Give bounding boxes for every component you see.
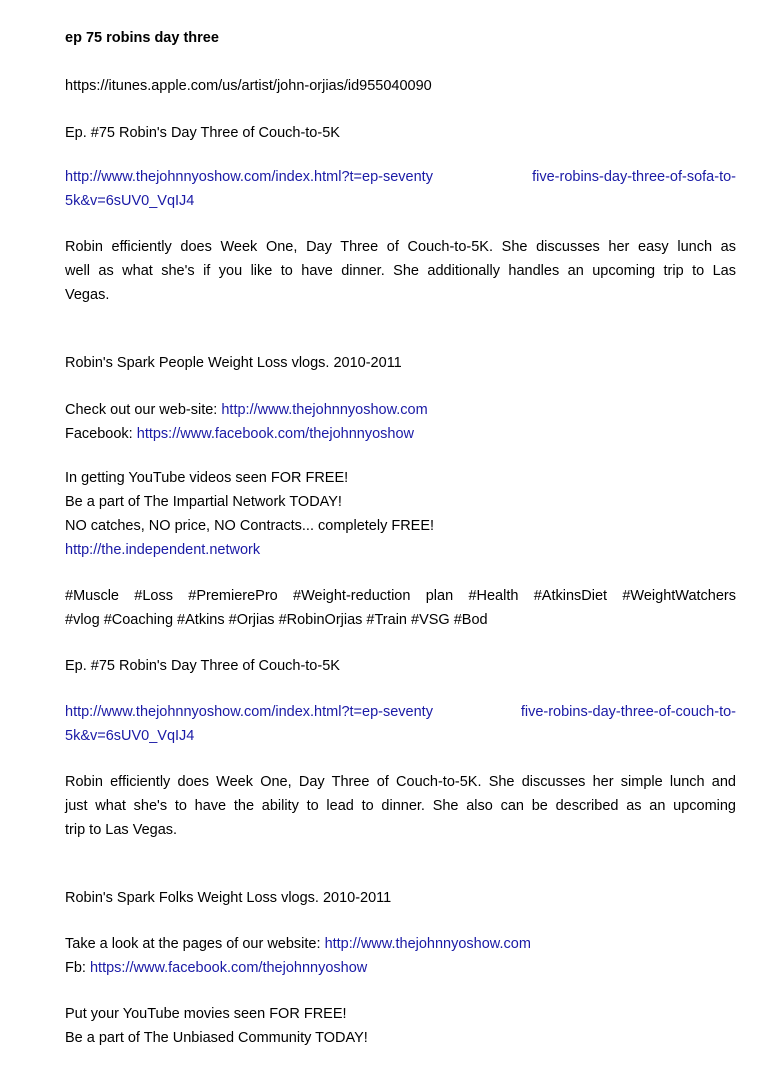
episode-link-line[interactable]: 5k&v=6sUV0_VqIJ4 bbox=[65, 193, 195, 209]
facebook-label: Facebook: bbox=[65, 426, 137, 442]
hashtags-line: #vlog #Coaching #Atkins #Orjias #RobinOrjias #Train #VSG #Bod bbox=[65, 612, 488, 628]
facebook-label: Fb: bbox=[65, 960, 90, 976]
hashtags-line: #Muscle #Loss #PremierePro #Weight-reduction plan #Health #AtkinsDiet #WeightWatchers bbox=[65, 588, 736, 604]
website-label: Take a look at the pages of our website: bbox=[65, 936, 325, 952]
episode-description-line: trip to Las Vegas. bbox=[65, 822, 178, 838]
promo-line: In getting YouTube videos seen FOR FREE! bbox=[65, 470, 349, 486]
network-link[interactable]: http://the.independent.network bbox=[65, 542, 261, 558]
episode-description-line: Vegas. bbox=[65, 287, 110, 303]
spark-vlogs-text: Robin's Spark Folks Weight Loss vlogs. 2010-2011 bbox=[65, 890, 392, 906]
episode-link-line[interactable]: http://www.thejohnnyoshow.com/index.html?t=ep-seventy five-robins-day-three-of-couch-to- bbox=[65, 704, 736, 720]
facebook-link[interactable]: https://www.facebook.com/thejohnnyoshow bbox=[136, 426, 415, 442]
episode-description-line: just what she's to have the ability to lead to dinner. She also can be described as an upcoming bbox=[65, 798, 736, 814]
promo-line: NO catches, NO price, NO Contracts... completely FREE! bbox=[65, 518, 435, 534]
website-link[interactable]: http://www.thejohnnyoshow.com bbox=[324, 936, 531, 952]
episode-description-line: Robin efficiently does Week One, Day Three of Couch-to-5K. She discusses her easy lunch as bbox=[65, 239, 736, 255]
episode-heading: Ep. #75 Robin's Day Three of Couch-to-5K bbox=[65, 125, 340, 141]
episode-description-line: well as what she's if you like to have dinner. She additionally handles an upcoming trip to Las bbox=[65, 263, 736, 279]
episode-description-line: Robin efficiently does Week One, Day Three of Couch-to-5K. She discusses her simple lunch and bbox=[65, 774, 736, 790]
website-label: Check out our web-site: bbox=[65, 402, 222, 418]
itunes-url-text: https://itunes.apple.com/us/artist/john-orjias/id955040090 bbox=[65, 78, 432, 94]
facebook-link[interactable]: https://www.facebook.com/thejohnnyoshow bbox=[89, 960, 368, 976]
episode-heading: Ep. #75 Robin's Day Three of Couch-to-5K bbox=[65, 658, 340, 674]
facebook-line bbox=[65, 422, 414, 446]
website-line bbox=[65, 932, 531, 956]
document-title: ep 75 robins day three bbox=[65, 30, 219, 46]
facebook-line bbox=[65, 956, 367, 980]
promo-line: Be a part of The Unbiased Community TODAY! bbox=[65, 1030, 368, 1046]
episode-link-line[interactable]: 5k&v=6sUV0_VqIJ4 bbox=[65, 728, 195, 744]
spark-vlogs-text: Robin's Spark People Weight Loss vlogs. 2010-2011 bbox=[65, 355, 402, 371]
promo-line: Be a part of The Impartial Network TODAY! bbox=[65, 494, 342, 510]
episode-link-line[interactable]: http://www.thejohnnyoshow.com/index.html?t=ep-seventy five-robins-day-three-of-sofa-to- bbox=[65, 169, 736, 185]
promo-line: Put your YouTube movies seen FOR FREE! bbox=[65, 1006, 347, 1022]
website-link[interactable]: http://www.thejohnnyoshow.com bbox=[221, 402, 428, 418]
website-line bbox=[65, 398, 428, 422]
